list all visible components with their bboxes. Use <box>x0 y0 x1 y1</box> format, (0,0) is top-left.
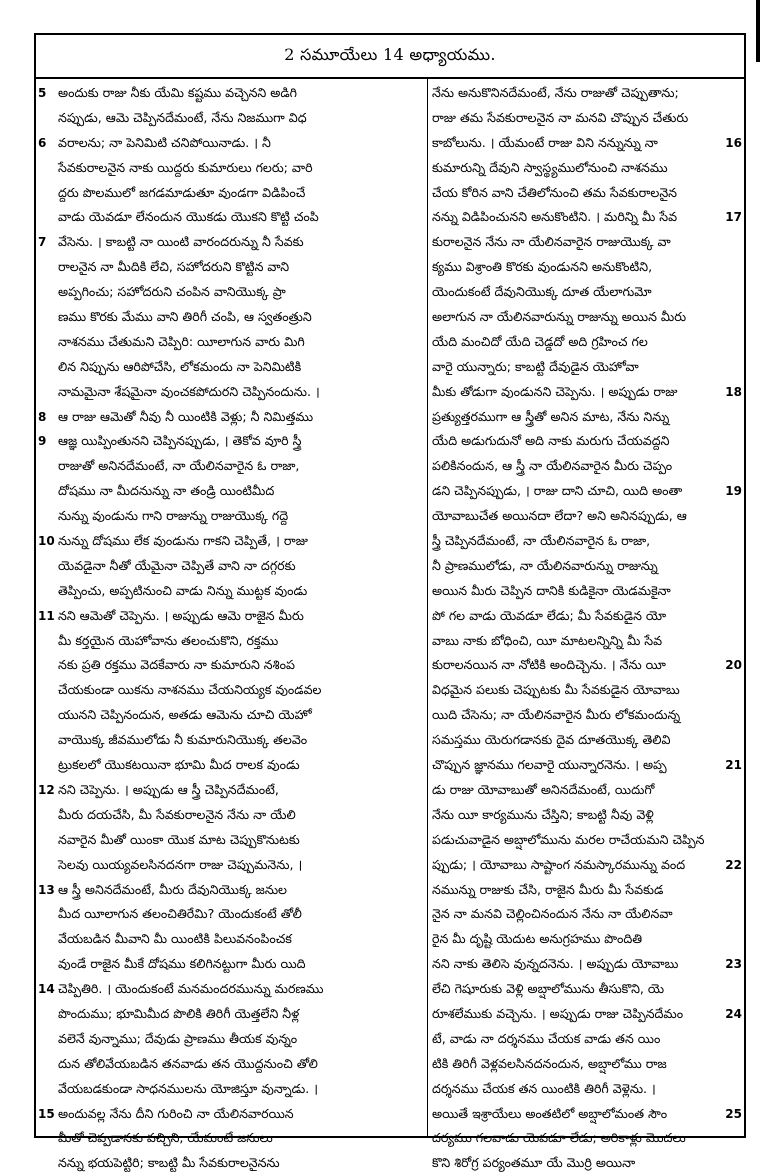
verse-text: నప్పుడు, ఆమె చెప్పినదేమంటే, నేను నిజముగా విధ <box>58 109 307 125</box>
text-line <box>428 405 744 430</box>
verse-number: 18 <box>725 384 742 399</box>
text-line <box>36 429 427 454</box>
verse-text: నామమైనా శేషమైనా వుంచకపోదురని చెప్పినందును. । <box>58 383 320 399</box>
text-line <box>428 380 744 405</box>
text-line <box>428 604 744 629</box>
text-line <box>36 330 427 355</box>
text-line <box>36 828 427 853</box>
verse-number: 11 <box>38 608 55 623</box>
verse-text: వేసెను. । కాబట్టి నా యింటి వారందరున్ను నీ సేవకు <box>58 234 304 250</box>
text-line <box>428 529 744 554</box>
verse-text: వాడు యెవడూ లేనందున యొకడు యొకని కొట్టి చంపి <box>58 209 319 225</box>
text-line <box>428 728 744 753</box>
verse-text: డని చెప్పినప్పుడు, । రాజు దాని చూచి, యిది అంతా <box>432 483 683 499</box>
verse-text: వేయబడకుండా సాధనములను యోజిస్తూ వున్నాడు. । <box>58 1080 319 1096</box>
text-line <box>428 952 744 977</box>
verse-text: చెప్పితిరి. । యెందుకంటే మనమందరమున్ను మరణము <box>58 981 324 997</box>
text-line <box>428 977 744 1002</box>
verse-number: 8 <box>38 409 47 424</box>
text-line <box>36 280 427 305</box>
text-line <box>36 728 427 753</box>
verse-text: దర్శనము చేయక తన యింటికి తిరిగీ వెళ్లెను. । <box>432 1080 656 1096</box>
verse-text: నవారైన మీతో యింకా యొక మాట చెప్పుకొనుటకు <box>58 831 300 847</box>
verse-text: సమస్తము యెరుగడానకు దైవ దూతయొక్క తెలివి <box>432 732 671 748</box>
verse-text: నైన నా మనవి చెల్లించినందున నేను నా యేలినవా <box>432 906 673 922</box>
page-title: 2 సమూయేలు 14 అధ్యాయము. <box>284 44 496 64</box>
left-column <box>36 79 428 1171</box>
verse-text: లేచి గెషూరుకు వెళ్లి అబ్షాలోమును తీసుకొని, యె <box>432 981 665 997</box>
verse-text: పడుచువాడైన అబ్షాలోమును మరల రాచేయమని చెప్పిన <box>432 831 705 847</box>
verse-text: నమున్ను రాజుకు చేసి, రాజైన మీరు మీ సేవకుడ <box>432 881 664 897</box>
verse-text: పో గల వాడు యెవడూ లేడు; మీ సేవకుడైన యో <box>432 607 667 623</box>
text-line <box>36 156 427 181</box>
text-line <box>428 131 744 156</box>
text-line <box>36 529 427 554</box>
right-column <box>428 79 744 1171</box>
verse-text: యునని చెప్పినందున, అతడు ఆమెను చూచి యెహో <box>58 707 312 723</box>
text-line <box>36 977 427 1002</box>
text-line <box>36 1052 427 1077</box>
text-line <box>428 1052 744 1077</box>
text-line <box>36 1002 427 1027</box>
verse-text: వరాలను; నా పెనిమిటి చనిపోయినాడు. । నీ <box>58 134 271 150</box>
verse-number: 13 <box>38 882 55 897</box>
verse-text: వలెనే వున్నాము; దేవుడు ప్రాణము తీయక వున్నం <box>58 1030 298 1046</box>
verse-number: 10 <box>38 534 55 549</box>
verse-text: రాజు తమ సేవకురాలనైన నా మనవి చొప్పున చేతురు <box>432 109 689 125</box>
text-line <box>36 504 427 529</box>
text-line <box>428 703 744 728</box>
text-line <box>36 405 427 430</box>
verse-text: యెందుకంటే దేవునియొక్క దూత యేలాగుమో <box>432 284 652 300</box>
verse-number: 22 <box>725 857 742 872</box>
verse-text: సెలవు యియ్యవలసినదనగా రాజు చెప్పుమనెను, । <box>58 856 303 872</box>
verse-text: కొని శిరోగ్ర పర్యంతమూ యే మొర్రి అయినా <box>432 1155 636 1171</box>
text-line <box>36 1027 427 1052</box>
text-line <box>428 753 744 778</box>
verse-text: అయిన మీరు చెప్పిన దానికి కుడికైనా యెడమకైనా <box>432 582 671 598</box>
text-line <box>36 927 427 952</box>
text-line <box>36 853 427 878</box>
text-line <box>428 1126 744 1151</box>
verse-number: 24 <box>725 1006 742 1021</box>
text-line <box>36 604 427 629</box>
verse-text: అందువల్ల నేను దీని గురించి నా యేలినవారయిన <box>58 1105 294 1121</box>
text-line <box>428 280 744 305</box>
verse-text: పలికినందున, ఆ స్త్రీ నా యేలినవారైన మీరు చెప్పం <box>432 458 673 474</box>
verse-text: నన్ను భయపెట్టిరి; కాబట్టి మీ సేవకురాలనైనను <box>58 1155 280 1171</box>
text-line <box>36 803 427 828</box>
verse-text: నని ఆమెతో చెప్పెను. । అప్పుడు ఆమె రాజైన మీరు <box>58 607 304 623</box>
verse-text: లిన నిప్పును ఆరిపోచేసి, లోకమందు నా పెనిమిటికి <box>58 358 302 374</box>
text-line <box>428 878 744 903</box>
verse-text: సేవకురాలనైన నాకు యిద్దరు కుమారులు గలరు; వారి <box>58 159 313 175</box>
verse-text: వారై యున్నారు; కాబట్టి దేవుడైన యెహోవా <box>432 358 639 374</box>
verse-text: ప్పుడు; । యోవాబు సాష్టాంగ నమస్కారమున్ను వంద <box>432 856 686 872</box>
text-line <box>428 554 744 579</box>
verse-text: క్యము విశ్రాంతి కొరకు వుండునని అనుకొంటిని, <box>432 259 653 275</box>
text-line <box>36 1126 427 1151</box>
text-line <box>428 778 744 803</box>
text-line <box>428 579 744 604</box>
verse-text: మీరు దయచేసి, మీ సేవకురాలనైన నేను నా యేలి <box>58 806 296 822</box>
text-line <box>428 902 744 927</box>
verse-text: కుమారున్ని దేవుని స్వాస్థ్యములోనుంచి నాశనము <box>432 159 668 175</box>
text-line <box>36 205 427 230</box>
verse-number: 23 <box>725 957 742 972</box>
verse-text: అలాగున నా యేలినవారున్ను రాజున్ను అయిన మీరు <box>432 309 687 325</box>
verse-text: అయితే ఇశ్రాయేలు అంతటిలో అబ్షాలోమంత సౌం <box>432 1105 668 1121</box>
verse-number: 17 <box>725 210 742 225</box>
verse-number: 19 <box>725 484 742 499</box>
verse-text: నీ ప్రాణములోడు, నా యేలినవారున్ను రాజున్ను <box>432 557 658 573</box>
text-line <box>36 380 427 405</box>
text-line <box>36 653 427 678</box>
text-line <box>428 1151 744 1176</box>
verse-text: పొందుము; భూమిమీద పొలికి తిరిగీ యెత్తలేని నీళ్ల <box>58 1005 300 1021</box>
verse-text: యేది అడుగుదునో అది నాకు మరుగు చేయవద్దని <box>432 433 670 449</box>
edge-mark <box>756 0 760 62</box>
verse-text: నని నాకు తెలిసె వున్నదనెను. । అప్పుడు యోవాబు <box>432 956 679 972</box>
text-line <box>428 853 744 878</box>
verse-text: అప్పగించు; సహోదరుని చంపిన వానియొక్క ప్రా <box>58 284 286 300</box>
verse-text: వాయొక్క జీవములోడు నీ కుమారునియొక్క తలవెం <box>58 732 308 748</box>
verse-number: 21 <box>725 758 742 773</box>
text-line <box>36 753 427 778</box>
verse-text: మీతో చెప్పడానకు వచ్చిని, యేమంటే జనులు <box>58 1130 273 1146</box>
verse-text: తెప్పించు, అప్పటినుంచి వాడు నిన్ను ముట్టక వుండు <box>58 582 308 598</box>
text-line <box>428 479 744 504</box>
verse-text: వాబు నాకు బోధించి, యీ మాటలన్నిన్ని మీ సేవ <box>432 632 663 648</box>
text-line <box>428 1002 744 1027</box>
text-line <box>428 429 744 454</box>
verse-text: ణము కొరకు మేము వాని తిరిగీ చంపి, ఆ స్వతంత్రుని <box>58 309 312 325</box>
text-line <box>36 255 427 280</box>
text-line <box>36 1151 427 1176</box>
verse-text: రాజుతో అనినదేమంటే, నా యేలినవారైన ఓ రాజా, <box>58 458 300 474</box>
verse-text: రైన మీ దృష్టి యెదుట అనుగ్రహము పొందితి <box>432 931 643 947</box>
verse-text: కురాలనైన నేను నా యేలినవారైన రాజుయొక్క వా <box>432 234 671 250</box>
verse-text: ట్రుకలలో యొకటయినా భూమి మీద రాలక వుండు <box>58 757 300 773</box>
text-line <box>428 81 744 106</box>
text-line <box>36 230 427 255</box>
text-line <box>428 629 744 654</box>
verse-text: నన్ను విడిపించునని అనుకొంటిని. । మరిన్ని మీ సేవ <box>432 209 678 225</box>
text-line <box>36 479 427 504</box>
verse-text: విధమైన పలుకు చెప్పుటకు మీ సేవకుడైన యోవాబు <box>432 682 680 698</box>
verse-text: రాలనైన నా మీదికి లేచి, సహోదరుని కొట్టిన వాని <box>58 259 290 275</box>
verse-text: వుండే రాజైన మీకే దోషము కలిగినట్టుగా మీరు యిది <box>58 956 306 972</box>
verse-text: ఆ స్త్రీ అనినదేమంటే, మీరు దేవునియొక్క జనుల <box>58 881 287 897</box>
text-line <box>428 1102 744 1127</box>
verse-text: అందుకు రాజు నీకు యేమి కష్టము వచ్చెనని అడిగి <box>58 85 298 100</box>
text-line <box>36 579 427 604</box>
verse-number: 9 <box>38 434 47 449</box>
verse-text: నాశనము చేతుమని చెప్పిరి: యీలాగున వారు మిగి <box>58 333 305 349</box>
text-line <box>36 454 427 479</box>
text-line <box>428 106 744 131</box>
text-line <box>36 181 427 206</box>
verse-number: 14 <box>38 982 55 997</box>
text-line <box>428 1027 744 1052</box>
text-line <box>36 554 427 579</box>
text-line <box>36 355 427 380</box>
text-line <box>36 106 427 131</box>
text-line <box>36 778 427 803</box>
text-line <box>36 952 427 977</box>
verse-text: డు రాజు యోవాబుతో అనినదేమంటే, యిదుగో <box>432 781 655 797</box>
text-line <box>428 330 744 355</box>
text-line <box>36 878 427 903</box>
verse-text: నకు ప్రతి రక్తము వెదకేవారు నా కుమారుని నశింప <box>58 657 295 673</box>
text-line <box>36 131 427 156</box>
verse-number: 20 <box>725 658 742 673</box>
text-line <box>428 828 744 853</box>
verse-number: 15 <box>38 1106 55 1121</box>
verse-text: యిది చేసెను; నా యేలినవారైన మీరు లోకమందున్న <box>432 707 681 723</box>
verse-text: చేయకుండా యికను నాశనము చేయనియ్యక వుండవల <box>58 682 322 698</box>
verse-text: నేను యీ కార్యమును చేస్తిని; కాబట్టి నీవు వెళ్లి <box>432 806 654 822</box>
verse-text: నున్ను వుండును గాని రాజున్ను రాజుయొక్క గద్దె <box>58 508 289 524</box>
verse-number: 25 <box>725 1106 742 1121</box>
text-line <box>428 255 744 280</box>
text-line <box>428 156 744 181</box>
verse-text: రూశలేముకు వచ్చెను. । అప్పుడు రాజు చెప్పినదేమం <box>432 1005 684 1021</box>
verse-text: ప్రత్యుత్తరముగా ఆ స్త్రీతో అనిన మాట, నేను నిన్ను <box>432 408 670 424</box>
text-line <box>36 1077 427 1102</box>
verse-text: దున తోలివేయబడిన తనవాడు తన యొద్దనుంచి తోలి <box>58 1055 318 1071</box>
verse-text: చేయ కోరిన వాని చేతిలోనుంచి తమ సేవకురాలనైన <box>432 184 678 200</box>
verse-text: మీకు తోడుగా వుండునని చెప్పెను. । అప్పుడు రాజు <box>432 383 678 399</box>
text-line <box>428 504 744 529</box>
text-line <box>428 305 744 330</box>
verse-text: మీ కర్తయైన యెహోవాను తలంచుకొని, రక్తము <box>58 632 279 648</box>
text-line <box>36 902 427 927</box>
text-line <box>428 355 744 380</box>
text-line <box>36 629 427 654</box>
verse-text: కురాలనయిన నా నోటికి అందిచ్చెను. । నేను యీ <box>432 657 666 673</box>
text-line <box>428 803 744 828</box>
text-line <box>36 678 427 703</box>
verse-text: దర్యము గలవాడు యెవడూ లేడు; అరికాళ్లు మొదలు <box>432 1130 686 1146</box>
verse-text: స్త్రీ చెప్పినదేమంటే, నా యేలినవారైన ఓ రాజా, <box>432 533 651 549</box>
text-line <box>428 230 744 255</box>
verse-number: 12 <box>38 782 55 797</box>
text-line <box>428 181 744 206</box>
text-line <box>36 1102 427 1127</box>
text-line <box>428 205 744 230</box>
text-line <box>36 703 427 728</box>
text-line <box>36 81 427 106</box>
verse-text: వేయబడిన మీవాని మీ యింటికి పిలువనంపించక <box>58 931 292 947</box>
verse-text: చొప్పున జ్ఞానము గలవారై యున్నారనెను. । అప్ప <box>432 757 667 773</box>
verse-text: యోవాబుచేత అయినదా లేదా? అని అనినప్పుడు, ఆ <box>432 508 687 524</box>
verse-number: 7 <box>38 235 47 250</box>
verse-text: దోషము నా మీదనున్ను నా తండ్రి యింటిమీద <box>58 483 275 499</box>
verse-text: ఆజ్ఞ యిప్పింతునని చెప్పినప్పుడు, । తెకోవ వూరి స్త్రీ <box>58 433 302 449</box>
verse-text: టే, వాడు నా దర్శనము చేయక వాడు తన యిం <box>432 1030 661 1046</box>
verse-text: యేది మంచిదో యేది చెడ్డదో అది గ్రహించ గల <box>432 333 648 349</box>
text-line <box>428 927 744 952</box>
text-line <box>428 454 744 479</box>
text-line <box>428 653 744 678</box>
verse-text: కాబోలును. । యేమంటే రాజు విని నన్నున్ను నా <box>432 134 658 150</box>
text-line <box>36 305 427 330</box>
verse-text: మీద యీలాగున తలంచితిరేమి? యెందుకంటే తోలీ <box>58 906 302 922</box>
verse-number: 6 <box>38 135 47 150</box>
verse-text: ద్దరు పొలములో జగడమాడుతూ వుండగా విడిపించే <box>58 184 306 200</box>
text-line <box>428 678 744 703</box>
page-frame <box>34 33 746 1171</box>
text-line <box>428 1077 744 1102</box>
page-header <box>36 35 744 79</box>
verse-text: టికి తిరిగీ వెళ్లవలసినదనందున, అబ్షాలోము రాజ <box>432 1055 667 1071</box>
verse-number: 16 <box>725 135 742 150</box>
verse-text: నని చెప్పెను. । అప్పుడు ఆ స్త్రీ చెప్పినదేమంటే, <box>58 781 279 797</box>
verse-number: 5 <box>38 86 47 100</box>
verse-text: నేను అనుకొనినదేమంటే, నేను రాజుతో చెప్పుతాను; <box>432 85 679 100</box>
verse-text: ఆ రాజు ఆమెతో నీవు నీ యింటికి వెళ్లు; నీ నిమిత్తము <box>58 408 314 424</box>
verse-text: యెవడైనా నీతో యేమైనా చెప్పితే వాని నా దగ్గరకు <box>58 557 296 573</box>
verse-text: నున్ను దోషము లేక వుండును గాకని చెప్పితే, । రాజు <box>58 533 308 549</box>
